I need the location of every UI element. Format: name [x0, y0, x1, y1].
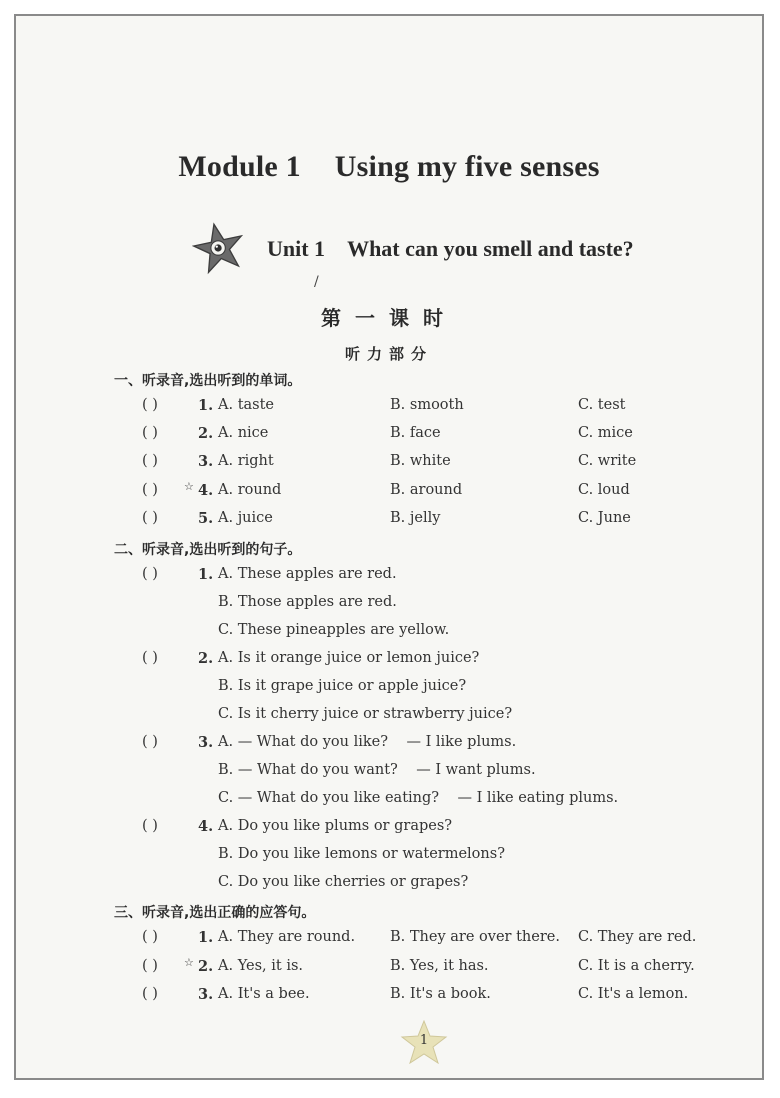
option-c: C. — What do you like eating? — I like eating plums. [218, 790, 619, 806]
question-number: 2. [198, 425, 214, 442]
question-number: 3. [198, 453, 214, 470]
option-b: B. — What do you want? — I want plums. [218, 762, 536, 778]
option-c: C. write [578, 453, 637, 469]
option-b: B. around [390, 482, 463, 498]
option-c: C. Is it cherry juice or strawberry juice? [218, 706, 513, 722]
section3-heading: 三、听录音,选出正确的应答句。 [114, 905, 316, 921]
option-a: A. — What do you like? — I like plums. [218, 734, 517, 750]
option-a: A. juice [218, 510, 273, 526]
question-number: 1. [198, 397, 214, 414]
lesson-title: 第一课时 [321, 306, 457, 330]
option-b: B. It's a book. [390, 986, 491, 1002]
module-title [16, 150, 762, 184]
unit-prefix: Unit 1 [267, 236, 326, 261]
option-c: C. mice [578, 425, 633, 441]
option-a: A. Yes, it is. [218, 958, 304, 974]
option-b: B. Is it grape juice or apple juice? [218, 678, 467, 694]
unit-title [267, 236, 634, 262]
answer-blank[interactable]: ( ) [142, 958, 158, 974]
option-a: A. right [218, 453, 274, 469]
answer-blank[interactable]: ( ) [142, 929, 158, 945]
option-c: C. loud [578, 482, 630, 498]
option-a: A. It's a bee. [218, 986, 310, 1002]
option-b: B. Do you like lemons or watermelons? [218, 846, 505, 862]
option-b: B. smooth [390, 397, 464, 413]
answer-blank[interactable]: ( ) [142, 818, 158, 834]
option-b: B. Those apples are red. [218, 594, 397, 610]
option-c: C. It's a lemon. [578, 986, 689, 1002]
option-b: B. jelly [390, 510, 441, 526]
option-c: C. It is a cherry. [578, 958, 695, 974]
option-c: C. Do you like cherries or grapes? [218, 874, 469, 890]
option-a: A. taste [218, 397, 275, 413]
option-a: A. Do you like plums or grapes? [218, 818, 453, 834]
question-number: 3. [198, 734, 214, 751]
part-title: 听力部分 [344, 345, 433, 363]
section2-heading: 二、听录音,选出听到的句子。 [114, 542, 302, 558]
question-number: 1. [198, 929, 214, 946]
answer-blank[interactable]: ( ) [142, 453, 158, 469]
option-c: C. June [578, 510, 631, 526]
question-number: 3. [198, 986, 214, 1003]
answer-blank[interactable]: ( ) [142, 566, 158, 582]
answer-blank[interactable]: ( ) [142, 482, 158, 498]
answer-blank[interactable]: ( ) [142, 510, 158, 526]
unit-header [192, 221, 712, 281]
question-number: 4. [198, 482, 214, 499]
answer-blank[interactable]: ( ) [142, 650, 158, 666]
question-number: 2. [198, 958, 214, 975]
unit-name: What can you smell and taste? [347, 236, 634, 261]
page-number: 1 [419, 1033, 429, 1048]
answer-blank[interactable]: ( ) [142, 397, 158, 413]
question-number: 2. [198, 650, 214, 667]
question-number: 4. [198, 818, 214, 835]
option-a: A. round [218, 482, 282, 498]
option-c: C. These pineapples are yellow. [218, 622, 450, 638]
option-a: A. nice [218, 425, 269, 441]
worksheet-page [14, 14, 764, 1080]
star-eye-icon [192, 221, 246, 275]
pen-mark: / [314, 274, 319, 290]
option-c: C. test [578, 397, 626, 413]
module-name: Using my five senses [334, 150, 600, 183]
section1-heading: 一、听录音,选出听到的单词。 [114, 373, 302, 389]
option-a: A. Is it orange juice or lemon juice? [218, 650, 480, 666]
option-a: A. These apples are red. [218, 566, 397, 582]
question-number: 5. [198, 510, 214, 527]
option-b: B. face [390, 425, 441, 441]
challenge-star-icon: ☆ [184, 480, 194, 493]
question-number: 1. [198, 566, 214, 583]
option-b: B. They are over there. [390, 929, 560, 945]
option-b: B. white [390, 453, 451, 469]
option-b: B. Yes, it has. [390, 958, 489, 974]
answer-blank[interactable]: ( ) [142, 734, 158, 750]
answer-blank[interactable]: ( ) [142, 425, 158, 441]
module-prefix: Module 1 [178, 150, 301, 183]
option-c: C. They are red. [578, 929, 697, 945]
option-a: A. They are round. [218, 929, 356, 945]
answer-blank[interactable]: ( ) [142, 986, 158, 1002]
challenge-star-icon: ☆ [184, 956, 194, 969]
